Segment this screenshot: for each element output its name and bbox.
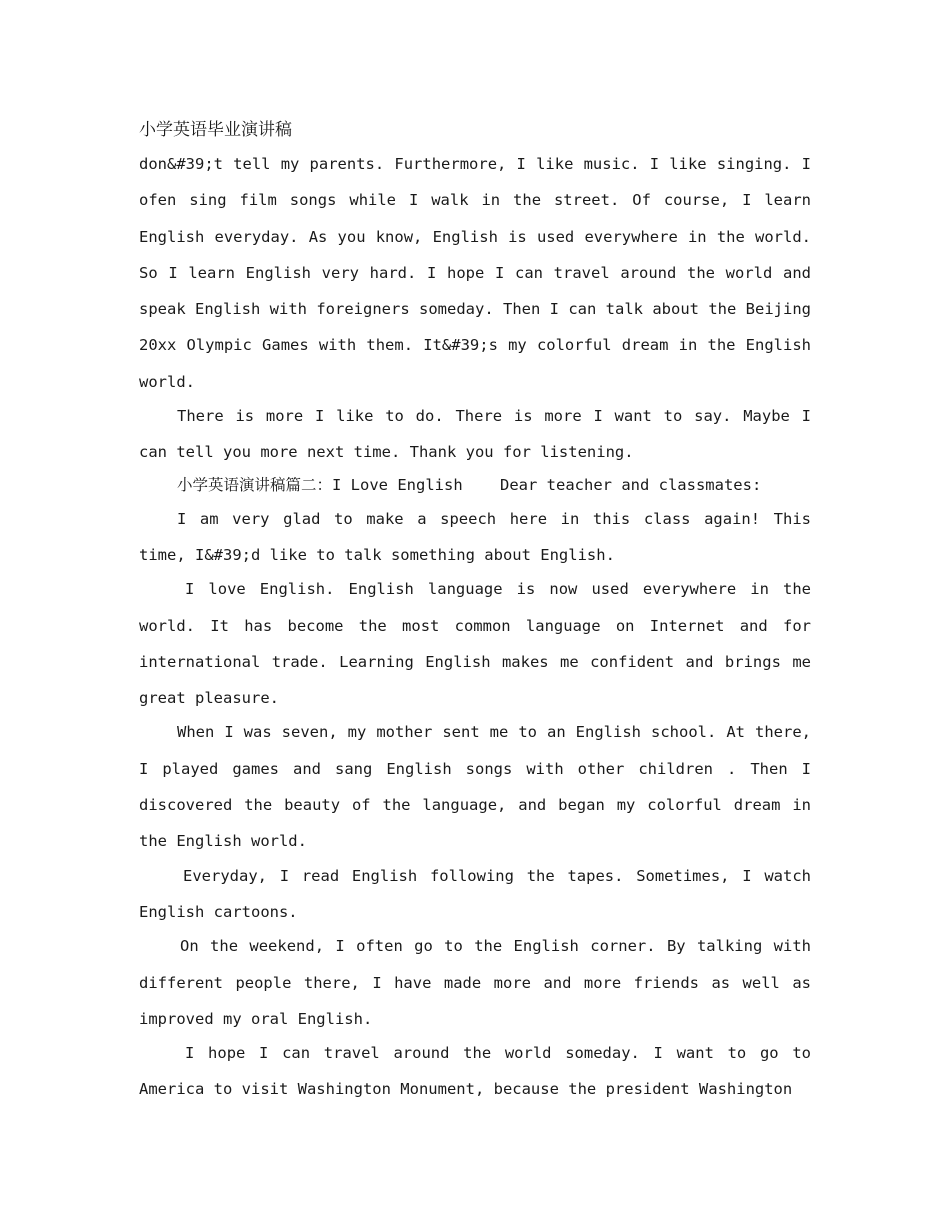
paragraph: I hope I can travel around the world someday. I want to go to America to visit Washington Monument, because the president Washington [139,1044,811,1099]
paragraph: When I was seven, my mother sent me to an English school. At there, I played games and sang English songs with other children . Then I discovered the beauty of the language, and began my colorful dream in the English world. [139,723,811,851]
paragraph: I love English. English language is now used everywhere in the world. It has become the most common language on Internet and for international trade. Learning English makes me confident and brings me great pleasure. [139,580,811,708]
section-greeting: Dear teacher and classmates: [500,475,762,494]
paragraph: I am very glad to make a speech here in this class again! This time, I&#39;d like to talk something about English. [139,509,811,564]
document-body [139,116,811,1106]
section-title: I Love English [332,475,463,494]
paragraph: There is more I like to do. There is more I want to say. Maybe I can tell you more next time. Thank you for listening. [139,407,811,462]
paragraph: don&#39;t tell my parents. Furthermore, I like music. I like singing. I ofen sing film songs while I walk in the street. Of course, I learn English everyday. As you know, English is used everywhere in the world. So I learn English very hard. I hope I can travel around the world and speak English with foreigners someday. Then I can talk about the Beijing 20xx Olympic Games with them. It&#39;s my colorful dream in the English world. [139,155,811,391]
section-label: 小学英语演讲稿篇二： [177,475,333,494]
document-title: 小学英语毕业演讲稿 [139,120,292,140]
section-heading [139,469,811,501]
paragraph: Everyday, I read English following the tapes. Sometimes, I watch English cartoons. [139,866,811,921]
paragraph: On the weekend, I often go to the English corner. By talking with different people there, I have made more and more friends as well as improved my oral English. [139,937,811,1028]
